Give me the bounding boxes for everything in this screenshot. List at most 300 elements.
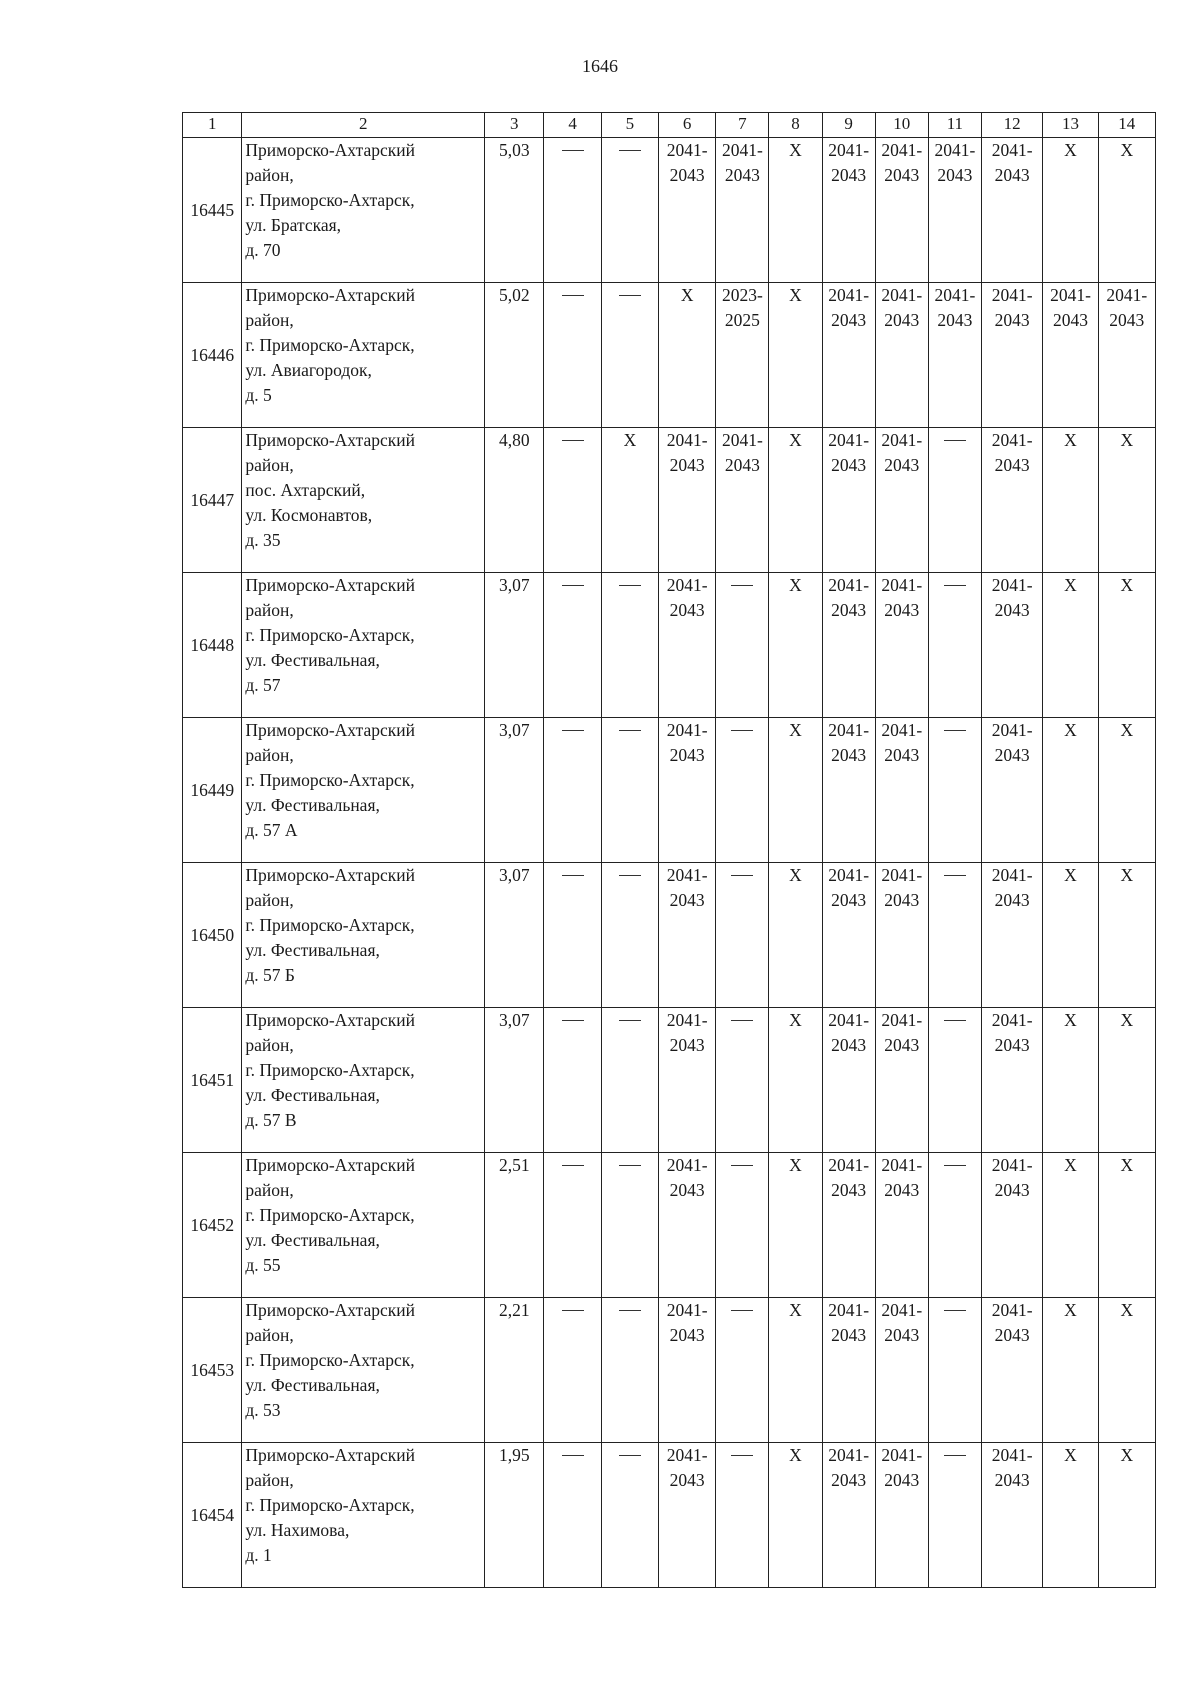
address-cell [242, 863, 485, 1008]
value-cell-col9-line: 2043 [831, 455, 867, 475]
value-cell-col9-line: 2043 [831, 1180, 867, 1200]
value-cell-col13-line: X [1064, 575, 1077, 595]
value-cell-col12-line: 2043 [994, 745, 1030, 765]
address-line: ул. Космонавтов, [245, 505, 373, 525]
value-cell-col13-line: X [1064, 430, 1077, 450]
value-cell-col3: 4,80 [485, 428, 544, 573]
value-cell-col10-line: 2041- [881, 1155, 923, 1175]
value-cell-col4 [544, 428, 601, 573]
header-cell-9: 9 [822, 113, 875, 138]
value-cell-col6-line: 2043 [669, 1035, 705, 1055]
table-row [183, 283, 1156, 428]
value-cell-col8-line: X [789, 1010, 802, 1030]
value-cell-col7 [716, 283, 769, 428]
value-cell-col6 [659, 718, 716, 863]
value-cell-col14-line: 2043 [1109, 310, 1145, 330]
value-cell-col14-line: 2041- [1106, 285, 1148, 305]
value-cell-col7-line: 2043 [724, 165, 760, 185]
row-id: 16447 [183, 428, 242, 573]
header-cell-1: 1 [183, 113, 242, 138]
value-cell-col10-line: 2041- [881, 865, 923, 885]
value-cell-col13-line: X [1064, 720, 1077, 740]
page-number: 1646 [582, 56, 618, 76]
value-cell-col11 [928, 428, 981, 573]
value-cell-col10-line: 2043 [884, 310, 920, 330]
value-cell-col10-line: 2043 [884, 1035, 920, 1055]
value-cell-col14 [1098, 283, 1155, 428]
value-cell-col4 [544, 138, 601, 283]
table-row [183, 1298, 1156, 1443]
value-cell-col12 [981, 283, 1042, 428]
address-line: район, [245, 1470, 294, 1490]
dash-mark [562, 440, 584, 441]
address-line: Приморско-Ахтарский [245, 720, 415, 740]
dash-mark [731, 1165, 753, 1166]
address-line: район, [245, 1325, 294, 1345]
address-line: д. 53 [245, 1400, 281, 1420]
value-cell-col14 [1098, 718, 1155, 863]
value-cell-col12 [981, 718, 1042, 863]
table-row [183, 138, 1156, 283]
value-cell-col12-line: 2043 [994, 310, 1030, 330]
address-line: Приморско-Ахтарский [245, 1445, 415, 1465]
row-id: 16448 [183, 573, 242, 718]
value-cell-col3: 1,95 [485, 1443, 544, 1588]
value-cell-col12 [981, 1008, 1042, 1153]
dash-mark [944, 585, 966, 586]
value-cell-col9-line: 2043 [831, 1325, 867, 1345]
value-cell-col8 [769, 573, 822, 718]
header-cell-5: 5 [601, 113, 658, 138]
value-cell-col8 [769, 428, 822, 573]
value-cell-col13 [1043, 428, 1098, 573]
value-cell-col6-line: 2043 [669, 165, 705, 185]
value-cell-col12 [981, 1443, 1042, 1588]
value-cell-col4 [544, 1298, 601, 1443]
value-cell-col10-line: 2041- [881, 430, 923, 450]
address-line: д. 57 А [245, 820, 298, 840]
value-cell-col6-line: 2041- [666, 575, 708, 595]
address-cell [242, 428, 485, 573]
address-cell [242, 1298, 485, 1443]
header-cell-3: 3 [485, 113, 544, 138]
value-cell-col6-line: 2043 [669, 600, 705, 620]
value-cell-col4 [544, 283, 601, 428]
value-cell-col12-line: 2041- [991, 865, 1033, 885]
value-cell-col10 [875, 428, 928, 573]
value-cell-col8 [769, 1443, 822, 1588]
address-line: г. Приморско-Ахтарск, [245, 335, 415, 355]
value-cell-col12-line: 2043 [994, 1325, 1030, 1345]
value-cell-col5 [601, 1008, 658, 1153]
value-cell-col7 [716, 1153, 769, 1298]
value-cell-col9-line: 2041- [828, 575, 870, 595]
value-cell-col7 [716, 1298, 769, 1443]
value-cell-col13 [1043, 1153, 1098, 1298]
dash-mark [944, 1310, 966, 1311]
address-line: район, [245, 745, 294, 765]
dash-mark [562, 1020, 584, 1021]
value-cell-col13 [1043, 138, 1098, 283]
value-cell-col3: 3,07 [485, 573, 544, 718]
header-cell-4: 4 [544, 113, 601, 138]
value-cell-col9-line: 2041- [828, 865, 870, 885]
dash-mark [562, 1310, 584, 1311]
value-cell-col7-line: 2041- [721, 430, 763, 450]
value-cell-col14 [1098, 573, 1155, 718]
value-cell-col13-line: X [1064, 140, 1077, 160]
dash-mark [562, 730, 584, 731]
value-cell-col14-line: X [1120, 140, 1134, 160]
dash-mark [619, 1310, 641, 1311]
address-line: район, [245, 165, 294, 185]
value-cell-col7-line: 2025 [724, 310, 760, 330]
value-cell-col8-line: X [789, 1155, 802, 1175]
value-cell-col4 [544, 863, 601, 1008]
value-cell-col10-line: 2043 [884, 1470, 920, 1490]
value-cell-col4 [544, 573, 601, 718]
dash-mark [619, 730, 641, 731]
value-cell-col9 [822, 283, 875, 428]
value-cell-col12-line: 2043 [994, 1180, 1030, 1200]
value-cell-col10-line: 2041- [881, 1300, 923, 1320]
address-line: район, [245, 890, 294, 910]
value-cell-col5-line: X [623, 430, 637, 450]
address-cell [242, 1008, 485, 1153]
address-line: Приморско-Ахтарский [245, 1155, 415, 1175]
value-cell-col6-line: 2043 [669, 1180, 705, 1200]
value-cell-col10-line: 2041- [881, 140, 923, 160]
table-row [183, 428, 1156, 573]
value-cell-col5 [601, 1443, 658, 1588]
value-cell-col10-line: 2043 [884, 890, 920, 910]
value-cell-col13 [1043, 1298, 1098, 1443]
dash-mark [619, 585, 641, 586]
value-cell-col5 [601, 138, 658, 283]
value-cell-col9-line: 2043 [831, 165, 867, 185]
address-line: ул. Фестивальная, [245, 1085, 380, 1105]
address-line: д. 57 В [245, 1110, 297, 1130]
value-cell-col5 [601, 1153, 658, 1298]
value-cell-col11 [928, 138, 981, 283]
value-cell-col9-line: 2041- [828, 285, 870, 305]
value-cell-col8-line: X [789, 720, 802, 740]
value-cell-col3: 5,03 [485, 138, 544, 283]
value-cell-col9 [822, 138, 875, 283]
value-cell-col13-line: X [1064, 865, 1077, 885]
value-cell-col11 [928, 863, 981, 1008]
value-cell-col7 [716, 718, 769, 863]
value-cell-col8-line: X [789, 140, 802, 160]
value-cell-col9-line: 2043 [831, 600, 867, 620]
header-cell-12: 12 [981, 113, 1042, 138]
value-cell-col5 [601, 718, 658, 863]
address-line: д. 1 [245, 1545, 272, 1565]
value-cell-col13-line: X [1064, 1300, 1077, 1320]
housing-registry-table [182, 112, 1156, 1588]
address-line: г. Приморско-Ахтарск, [245, 1495, 415, 1515]
dash-mark [944, 440, 966, 441]
value-cell-col6-line: X [680, 285, 694, 305]
row-id: 16453 [183, 1298, 242, 1443]
value-cell-col6-line: 2043 [669, 455, 705, 475]
dash-mark [731, 730, 753, 731]
value-cell-col7 [716, 573, 769, 718]
value-cell-col7 [716, 428, 769, 573]
value-cell-col9 [822, 1153, 875, 1298]
value-cell-col12-line: 2041- [991, 1445, 1033, 1465]
dash-mark [731, 1455, 753, 1456]
address-line: г. Приморско-Ахтарск, [245, 1205, 415, 1225]
value-cell-col12-line: 2043 [994, 890, 1030, 910]
value-cell-col13-line: 2041- [1050, 285, 1091, 305]
value-cell-col13 [1043, 573, 1098, 718]
value-cell-col10-line: 2043 [884, 600, 920, 620]
value-cell-col14 [1098, 1153, 1155, 1298]
row-id: 16445 [183, 138, 242, 283]
address-cell [242, 1153, 485, 1298]
value-cell-col11 [928, 1008, 981, 1153]
value-cell-col11-line: 2041- [934, 140, 976, 160]
value-cell-col3: 2,21 [485, 1298, 544, 1443]
dash-mark [731, 585, 753, 586]
table-row [183, 573, 1156, 718]
value-cell-col11 [928, 283, 981, 428]
value-cell-col14 [1098, 1298, 1155, 1443]
value-cell-col12 [981, 1153, 1042, 1298]
value-cell-col12 [981, 863, 1042, 1008]
row-id: 16450 [183, 863, 242, 1008]
table-row [183, 1443, 1156, 1588]
value-cell-col6-line: 2041- [666, 1155, 708, 1175]
address-line: г. Приморско-Ахтарск, [245, 1350, 415, 1370]
value-cell-col9-line: 2043 [831, 1470, 867, 1490]
header-cell-2: 2 [242, 113, 485, 138]
value-cell-col4 [544, 1008, 601, 1153]
value-cell-col3: 3,07 [485, 1008, 544, 1153]
value-cell-col11 [928, 718, 981, 863]
header-cell-14: 14 [1098, 113, 1155, 138]
dash-mark [562, 1165, 584, 1166]
dash-mark [562, 150, 584, 151]
table-row [183, 863, 1156, 1008]
address-line: г. Приморско-Ахтарск, [245, 770, 415, 790]
value-cell-col12-line: 2041- [991, 140, 1033, 160]
value-cell-col4 [544, 718, 601, 863]
value-cell-col11-line: 2043 [937, 165, 973, 185]
value-cell-col4 [544, 1153, 601, 1298]
value-cell-col14-line: X [1120, 865, 1134, 885]
row-id: 16452 [183, 1153, 242, 1298]
value-cell-col7 [716, 1008, 769, 1153]
dash-mark [619, 150, 641, 151]
address-cell [242, 283, 485, 428]
value-cell-col10 [875, 1008, 928, 1153]
value-cell-col9-line: 2041- [828, 1010, 870, 1030]
value-cell-col14 [1098, 1443, 1155, 1588]
dash-mark [944, 875, 966, 876]
value-cell-col6-line: 2041- [666, 1300, 708, 1320]
value-cell-col10 [875, 863, 928, 1008]
value-cell-col10-line: 2043 [884, 1325, 920, 1345]
value-cell-col9-line: 2041- [828, 430, 870, 450]
address-line: г. Приморско-Ахтарск, [245, 625, 415, 645]
address-line: ул. Братская, [245, 215, 342, 235]
header-cell-11: 11 [928, 113, 981, 138]
value-cell-col14-line: X [1120, 575, 1134, 595]
table-body [183, 138, 1156, 1588]
value-cell-col14 [1098, 138, 1155, 283]
value-cell-col10-line: 2043 [884, 165, 920, 185]
value-cell-col14-line: X [1120, 720, 1134, 740]
value-cell-col3: 3,07 [485, 863, 544, 1008]
value-cell-col8-line: X [789, 865, 802, 885]
dash-mark [944, 1455, 966, 1456]
value-cell-col6-line: 2043 [669, 745, 705, 765]
value-cell-col13-line: 2043 [1052, 310, 1088, 330]
value-cell-col7 [716, 138, 769, 283]
value-cell-col11 [928, 1443, 981, 1588]
value-cell-col10 [875, 573, 928, 718]
header-cell-6: 6 [659, 113, 716, 138]
value-cell-col9-line: 2041- [828, 1155, 870, 1175]
address-line: ул. Фестивальная, [245, 1230, 380, 1250]
value-cell-col9-line: 2041- [828, 140, 870, 160]
address-line: г. Приморско-Ахтарск, [245, 190, 415, 210]
dash-mark [619, 875, 641, 876]
value-cell-col12-line: 2041- [991, 1155, 1033, 1175]
address-line: район, [245, 310, 294, 330]
value-cell-col12-line: 2041- [991, 1300, 1033, 1320]
value-cell-col6 [659, 1153, 716, 1298]
value-cell-col12-line: 2043 [994, 165, 1030, 185]
row-id: 16454 [183, 1443, 242, 1588]
address-line: ул. Фестивальная, [245, 940, 380, 960]
value-cell-col10 [875, 1443, 928, 1588]
table-row [183, 1008, 1156, 1153]
value-cell-col10-line: 2043 [884, 1180, 920, 1200]
address-line: ул. Авиагородок, [245, 360, 372, 380]
value-cell-col5 [601, 573, 658, 718]
dash-mark [619, 295, 641, 296]
value-cell-col10-line: 2041- [881, 285, 923, 305]
row-id: 16451 [183, 1008, 242, 1153]
value-cell-col9 [822, 573, 875, 718]
value-cell-col7 [716, 863, 769, 1008]
value-cell-col10 [875, 1298, 928, 1443]
dash-mark [562, 875, 584, 876]
value-cell-col10 [875, 1153, 928, 1298]
value-cell-col13 [1043, 1008, 1098, 1153]
row-id: 16449 [183, 718, 242, 863]
value-cell-col10 [875, 283, 928, 428]
value-cell-col12-line: 2041- [991, 285, 1033, 305]
address-cell [242, 1443, 485, 1588]
value-cell-col8-line: X [789, 285, 802, 305]
value-cell-col12-line: 2041- [991, 430, 1033, 450]
value-cell-col9-line: 2041- [828, 720, 870, 740]
value-cell-col8 [769, 718, 822, 863]
value-cell-col7-line: 2041- [721, 140, 763, 160]
value-cell-col9 [822, 863, 875, 1008]
value-cell-col10 [875, 138, 928, 283]
address-line: ул. Фестивальная, [245, 1375, 380, 1395]
value-cell-col3: 3,07 [485, 718, 544, 863]
value-cell-col6 [659, 1298, 716, 1443]
value-cell-col9-line: 2043 [831, 890, 867, 910]
value-cell-col11 [928, 1298, 981, 1443]
address-line: район, [245, 1035, 294, 1055]
value-cell-col12-line: 2043 [994, 600, 1030, 620]
value-cell-col12 [981, 1298, 1042, 1443]
table-row [183, 1153, 1156, 1298]
value-cell-col11-line: 2041- [934, 285, 976, 305]
value-cell-col10-line: 2041- [881, 1445, 923, 1465]
address-cell [242, 138, 485, 283]
value-cell-col8-line: X [789, 1445, 802, 1465]
value-cell-col7-line: 2023- [721, 285, 763, 305]
value-cell-col6-line: 2041- [666, 1445, 708, 1465]
address-line: район, [245, 455, 294, 475]
value-cell-col11 [928, 1153, 981, 1298]
value-cell-col12-line: 2041- [991, 720, 1033, 740]
value-cell-col6 [659, 428, 716, 573]
value-cell-col12 [981, 428, 1042, 573]
value-cell-col11-line: 2043 [937, 310, 973, 330]
value-cell-col8 [769, 283, 822, 428]
value-cell-col6-line: 2041- [666, 720, 708, 740]
value-cell-col14 [1098, 863, 1155, 1008]
value-cell-col9-line: 2043 [831, 745, 867, 765]
value-cell-col4 [544, 1443, 601, 1588]
dash-mark [562, 295, 584, 296]
value-cell-col6 [659, 573, 716, 718]
value-cell-col8 [769, 1153, 822, 1298]
address-line: д. 35 [245, 530, 281, 550]
value-cell-col5 [601, 1298, 658, 1443]
value-cell-col9 [822, 1443, 875, 1588]
value-cell-col5 [601, 428, 658, 573]
address-line: пос. Ахтарский, [245, 480, 366, 500]
value-cell-col6 [659, 1008, 716, 1153]
address-line: Приморско-Ахтарский [245, 140, 415, 160]
value-cell-col9-line: 2043 [831, 1035, 867, 1055]
value-cell-col3: 2,51 [485, 1153, 544, 1298]
value-cell-col11 [928, 573, 981, 718]
dash-mark [944, 1020, 966, 1021]
dash-mark [562, 585, 584, 586]
value-cell-col8-line: X [789, 430, 802, 450]
value-cell-col6-line: 2041- [666, 865, 708, 885]
dash-mark [944, 1165, 966, 1166]
value-cell-col10-line: 2041- [881, 720, 923, 740]
address-line: ул. Фестивальная, [245, 795, 380, 815]
value-cell-col9-line: 2041- [828, 1300, 870, 1320]
value-cell-col6-line: 2041- [666, 140, 708, 160]
value-cell-col6-line: 2043 [669, 1470, 705, 1490]
value-cell-col9 [822, 718, 875, 863]
value-cell-col6 [659, 283, 716, 428]
dash-mark [619, 1455, 641, 1456]
value-cell-col9 [822, 428, 875, 573]
value-cell-col12-line: 2043 [994, 1470, 1030, 1490]
value-cell-col14 [1098, 1008, 1155, 1153]
address-line: д. 5 [245, 385, 272, 405]
address-line: Приморско-Ахтарский [245, 430, 415, 450]
value-cell-col13-line: X [1064, 1445, 1077, 1465]
value-cell-col9 [822, 1008, 875, 1153]
value-cell-col10-line: 2043 [884, 455, 920, 475]
